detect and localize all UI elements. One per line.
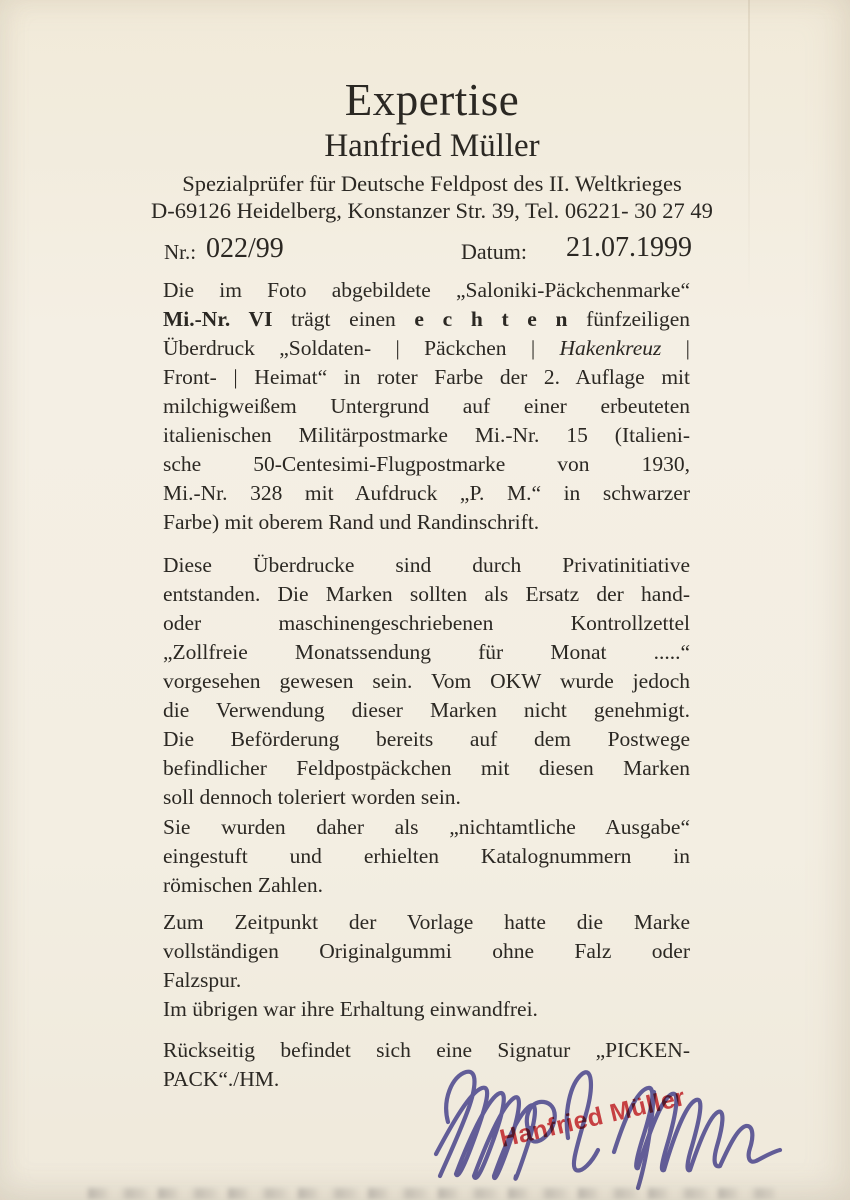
paragraph xyxy=(163,551,690,812)
body-line: italienischen Militärpostmarke Mi.-Nr. 15 (Italieni- xyxy=(163,423,690,447)
expert-name: Hanfried Müller xyxy=(324,128,540,164)
certificate-number-label: Nr.: xyxy=(164,240,197,264)
body-line: Die Beförderung bereits auf dem Postwege xyxy=(163,727,690,751)
signature-ink xyxy=(418,1058,808,1200)
paragraph xyxy=(163,908,690,1024)
paragraph xyxy=(163,276,690,537)
date-label: Datum: xyxy=(461,239,527,264)
body-line: sche 50-Centesimi-Flugpostmarke von 1930, xyxy=(163,452,690,476)
certificate-number-value: 022/99 xyxy=(206,233,284,264)
body-line: befindlicher Feldpostpäckchen mit diesen Marken xyxy=(163,756,690,780)
body-line: entstanden. Die Marken sollten als Ersatz der hand- xyxy=(163,582,690,606)
body-text xyxy=(163,276,690,1094)
body-line: „Zollfreie Monatssendung für Monat .....“ xyxy=(163,640,690,664)
body-line: Diese Überdrucke sind durch Privatinitiative xyxy=(163,553,690,577)
body-line: Mi.-Nr. 328 mit Aufdruck „P. M.“ in schwarzer xyxy=(163,481,690,505)
body-line: Überdruck „Soldaten- | Päckchen | Hakenkreuz | xyxy=(163,336,690,360)
body-line: eingestuft und erhielten Katalognummern in xyxy=(163,844,690,868)
expert-address: D-69126 Heidelberg, Konstanzer Str. 39, Tel. 06221- 30 27 49 xyxy=(151,198,713,223)
body-line: Falzspur. xyxy=(163,968,242,992)
body-line: die Verwendung dieser Marken nicht genehmigt. xyxy=(163,698,690,722)
expert-role: Spezialprüfer für Deutsche Feldpost des II. Weltkrieges xyxy=(182,171,682,196)
document-title: Expertise xyxy=(344,75,520,125)
body-line: Im übrigen war ihre Erhaltung einwandfrei. xyxy=(163,997,538,1021)
body-line: Farbe) mit oberem Rand und Randinschrift. xyxy=(163,510,540,534)
body-line: PACK“./HM. xyxy=(163,1067,280,1091)
date-value: 21.07.1999 xyxy=(566,232,692,263)
body-line: Zum Zeitpunkt der Vorlage hatte die Marke xyxy=(163,910,690,934)
bottom-scan-artifact xyxy=(88,1188,775,1199)
body-line: soll dennoch toleriert worden sein. xyxy=(163,785,461,809)
paragraph xyxy=(163,813,690,900)
body-line: Mi.-Nr. VI trägt einen e c h t e n fünfzeiligen xyxy=(163,307,691,331)
body-line: vollständigen Originalgummi ohne Falz oder xyxy=(163,939,690,963)
body-line: Rückseitig befindet sich eine Signatur „PICKEN- xyxy=(163,1038,690,1062)
body-line: oder maschinengeschriebenen Kontrollzettel xyxy=(163,611,690,635)
body-line: Front- | Heimat“ in roter Farbe der 2. Auflage mit xyxy=(163,365,690,389)
letterhead xyxy=(7,76,850,224)
body-line: milchigweißem Untergrund auf einer erbeuteten xyxy=(163,394,690,418)
expert-name-stamp: Hanfried Müller xyxy=(497,1083,689,1153)
signature-block xyxy=(418,1058,808,1200)
body-line: Sie wurden daher als „nichtamtliche Ausgabe“ xyxy=(163,815,690,839)
body-line: vorgesehen gewesen sein. Vom OKW wurde jedoch xyxy=(163,669,690,693)
body-line: römischen Zahlen. xyxy=(163,873,324,897)
body-line: Die im Foto abgebildete „Saloniki-Päckchenmarke“ xyxy=(163,278,690,302)
